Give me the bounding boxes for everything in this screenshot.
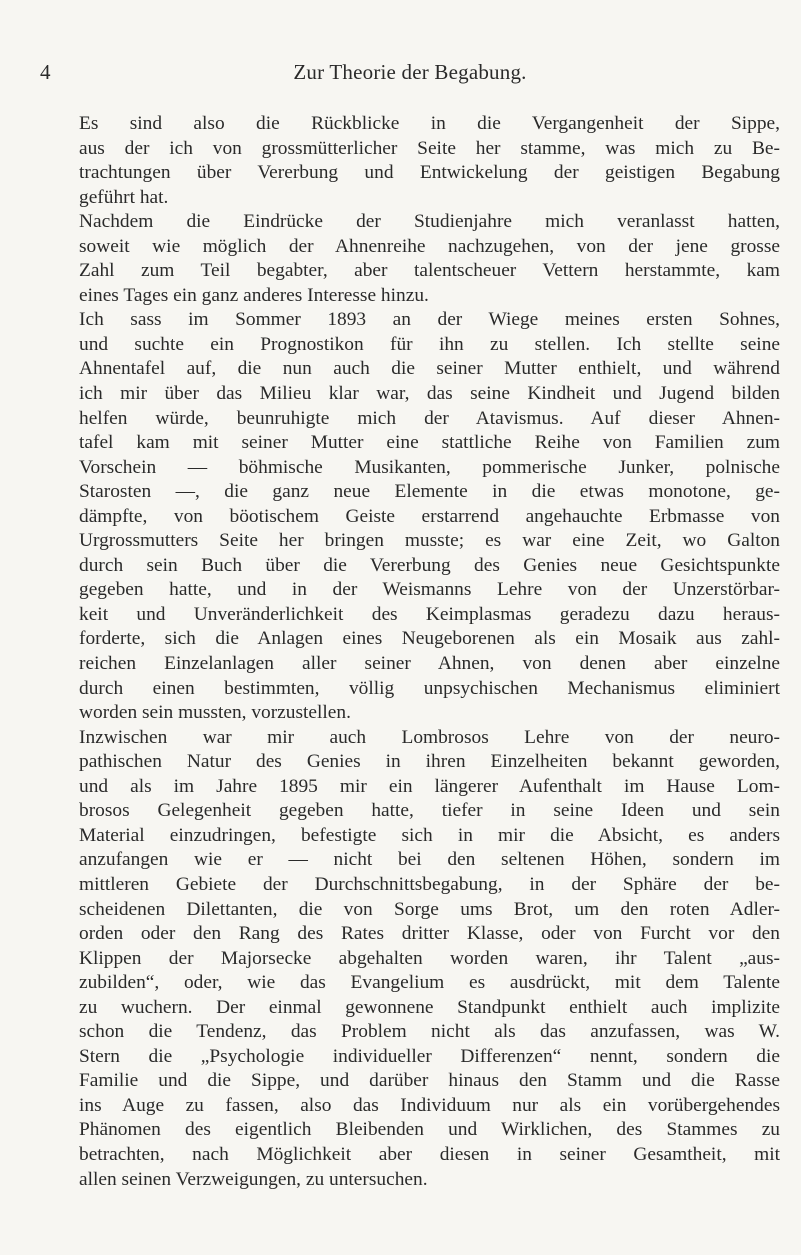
text-line: helfen würde, beunruhigte mich der Atavismus. Auf dieser Ahnen- [79,407,780,429]
text-line: Material einzudringen, befestigte sich in mir die Absicht, es anders [79,824,780,846]
text-line: anzufangen wie er — nicht bei den seltenen Höhen, sondern im [79,849,780,871]
page-header [40,60,780,90]
text-line: Ich sass im Sommer 1893 an der Wiege meines ersten Sohnes, [79,309,780,331]
text-line: Stern die „Psychologie individueller Differenzen“ nennt, sondern die [79,1045,780,1067]
text-line: reichen Einzelanlagen aller seiner Ahnen, von denen aber einzelne [79,653,780,675]
paragraph [60,308,780,725]
text-line: aus der ich von grossmütterlicher Seite her stamme, was mich zu Be- [79,137,780,159]
text-line: Es sind also die Rückblicke in die Vergangenheit der Sippe, [79,113,780,134]
text-line: Familie und die Sippe, und darüber hinaus den Stamm und die Rasse [79,1070,780,1092]
text-line: eines Tages ein ganz anderes Interesse hinzu. [79,284,429,306]
text-line: worden sein mussten, vorzustellen. [79,702,351,724]
text-line: Phänomen des eigentlich Bleibenden und Wirklichen, des Stammes zu [79,1119,780,1141]
text-line: ich mir über das Milieu klar war, das seine Kindheit und Jugend bilden [79,383,780,405]
text-line: zu wuchern. Der einmal gewonnene Standpunkt enthielt auch implizite [79,996,780,1018]
text-line: Klippen der Majorsecke abgehalten worden waren, ihr Talent „aus- [79,947,780,969]
text-line: ins Auge zu fassen, also das Individuum nur als ein vorübergehendes [79,1094,780,1116]
text-line: und suchte ein Prognostikon für ihn zu stellen. Ich stellte seine [79,333,780,355]
text-line: Inzwischen war mir auch Lombrosos Lehre von der neuro- [79,726,780,748]
body-text [60,112,780,1192]
text-line: Ahnentafel auf, die nun auch die seiner Mutter enthielt, und während [79,358,780,380]
text-line: soweit wie möglich der Ahnenreihe nachzugehen, von der jene grosse [79,235,780,257]
text-line: trachtungen über Vererbung und Entwickelung der geistigen Begabung [79,162,780,184]
text-line: geführt hat. [79,186,169,208]
text-line: mittleren Gebiete der Durchschnittsbegabung, in der Sphäre der be- [79,873,780,895]
text-line: orden oder den Rang des Rates dritter Klasse, oder von Furcht vor den [79,923,780,945]
text-line: allen seinen Verzweigungen, zu untersuchen. [79,1168,428,1190]
text-line: dämpfte, von böotischem Geiste erstarrend angehauchte Erbmasse von [79,505,780,527]
text-line: Starosten —, die ganz neue Elemente in die etwas monotone, ge- [79,481,780,503]
paragraph [60,210,780,308]
text-line: durch sein Buch über die Vererbung des Genies neue Gesichtspunkte [79,554,780,576]
text-line: forderte, sich die Anlagen eines Neugeborenen als ein Mosaik aus zahl- [79,628,780,650]
text-line: scheidenen Dilettanten, die von Sorge ums Brot, um den roten Adler- [79,898,780,920]
text-line: keit und Unveränderlichkeit des Keimplasmas geradezu dazu heraus- [79,603,780,625]
text-line: schon die Tendenz, das Problem nicht als das anzufassen, was W. [79,1021,780,1043]
text-line: Urgrossmutters Seite her bringen musste; es war eine Zeit, wo Galton [79,530,780,552]
text-line: tafel kam mit seiner Mutter eine stattliche Reihe von Familien zum [79,432,780,454]
text-line: gegeben hatte, und in der Weismanns Lehre von der Unzerstörbar- [79,579,780,601]
text-line: und als im Jahre 1895 mir ein längerer Aufenthalt im Hause Lom- [79,775,780,797]
text-line: durch einen bestimmten, völlig unpsychischen Mechanismus eliminiert [79,677,780,699]
running-title: Zur Theorie der Begabung. [293,60,527,84]
text-line: brosos Gelegenheit gegeben hatte, tiefer in seine Ideen und sein [79,800,780,822]
paragraph [60,726,780,1192]
text-line: pathischen Natur des Genies in ihren Einzelheiten bekannt geworden, [79,751,780,773]
text-line: Vorschein — böhmische Musikanten, pommerische Junker, polnische [79,456,780,478]
page-number: 4 [40,60,51,84]
paragraph [60,112,780,210]
text-line: Nachdem die Eindrücke der Studienjahre mich veranlasst hatten, [79,211,780,233]
text-line: Zahl zum Teil begabter, aber talentscheuer Vettern herstammte, kam [79,260,780,282]
text-line: zubilden“, oder, wie das Evangelium es ausdrückt, mit dem Talente [79,972,780,994]
text-line: betrachten, nach Möglichkeit aber diesen in seiner Gesamtheit, mit [79,1143,780,1165]
